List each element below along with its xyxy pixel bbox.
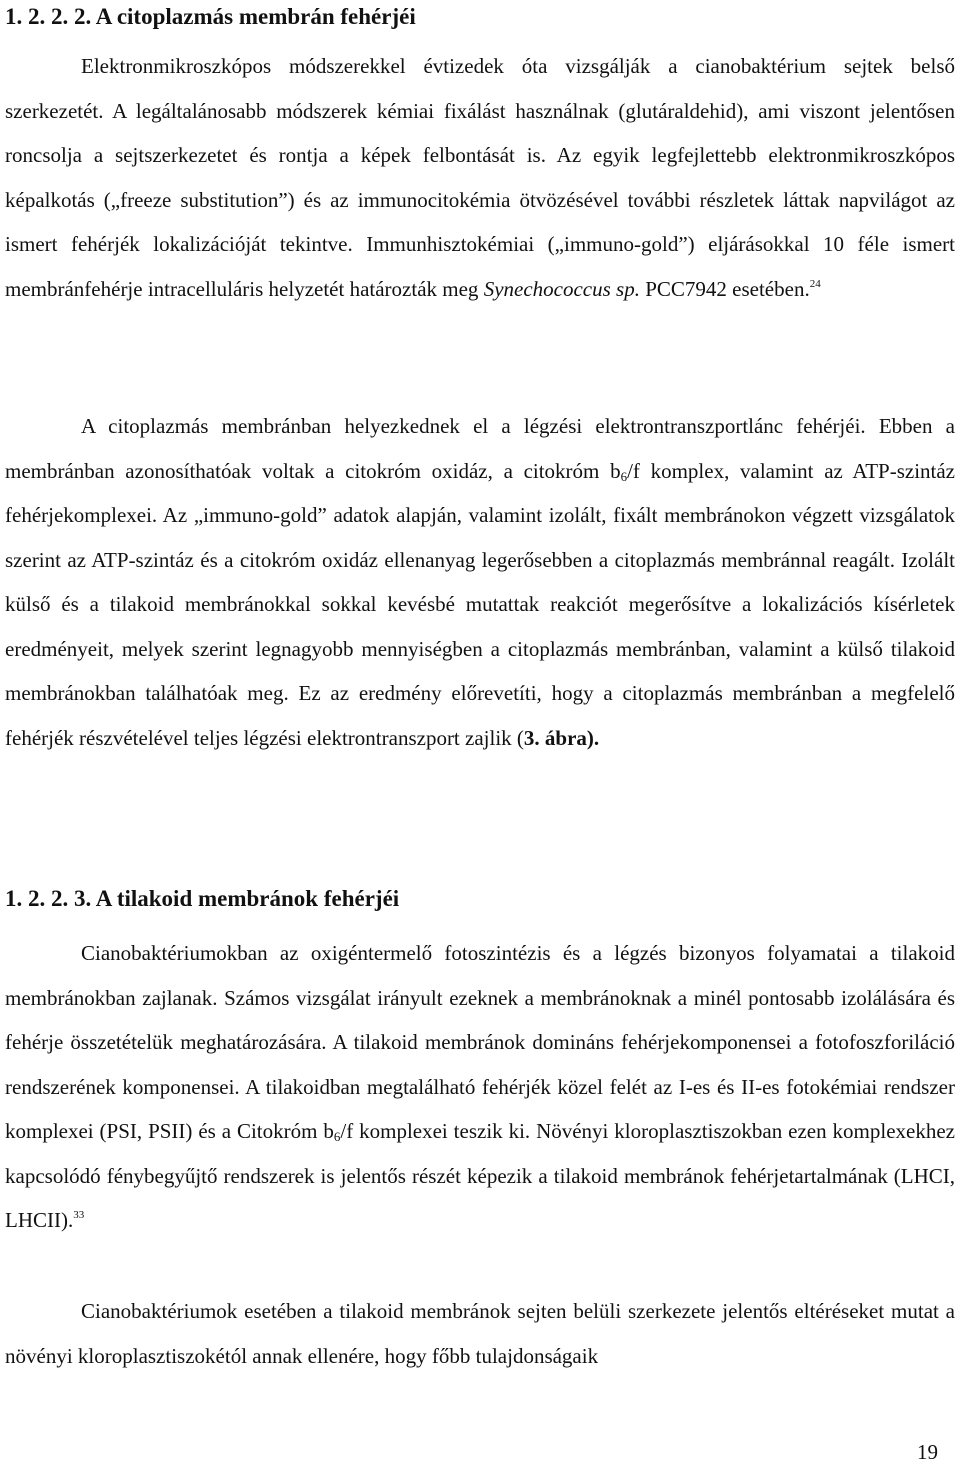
paragraph-1 — [5, 44, 955, 311]
paragraph-3 — [5, 931, 955, 1243]
paragraph-1-text-end: PCC7942 esetében. — [639, 276, 810, 301]
paragraph-3-text: Cianobaktériumokban az oxigéntermelő fotoszintézis és a légzés bizonyos folyamatai a tilakoid membránokban zajlanak. Számos vizsgálat irányult ezeknek a membránoknak a minél pontosabb izolálására és fehérje összetételük meghatározására. A tilakoid membránok domináns fehérjekomponensei a fotofoszforiláció rendszerének komponensei. A tilakoidban megtalálható fehérjék közel felét az I-es és II-es fotokémiai rendszer komplexei (PSI, PSII) és a Citokróm b — [5, 941, 955, 1143]
paragraph-3-text-cont: /f komplexei teszik ki. Növényi kloroplasztiszokban ezen komplexekhez kapcsolódó fénybegyűjtő rendszerek is jelentős részét képezik a tilakoid membránok fehérjetartalmának (LHCI, LHCII). — [5, 1119, 955, 1232]
paragraph-2 — [5, 404, 955, 760]
paragraph-2-text-cont: /f komplex, valamint az ATP-szintáz fehérjekomplexei. Az „immuno-gold” adatok alapján, valamint izolált, fixált membránokon végzett vizsgálatok szerint az ATP-szintáz és a citokróm oxidáz ellenanyag legerősebben a citoplazmás membránnal reagált. Izolált külső és a tilakoid membránokkal sokkal kevésbé mutattak reakciót megerősítve a lokalizációs kísérletek eredményeit, melyek szerint legnagyobb mennyiségben a citoplazmás membránban, valamint a külső tilakoid membránokban találhatóak meg. Ez az eredmény előrevetíti, hogy a citoplazmás membránban a megfelelő fehérjék részvételével teljes légzési elektrontranszport zajlik ( — [5, 458, 955, 750]
subscript-6: 6 — [333, 1129, 341, 1144]
section-heading-tilakoid: 1. 2. 2. 3. A tilakoid membránok fehérjéi — [5, 886, 400, 911]
page-number: 19 — [917, 1440, 938, 1464]
species-name: Synechococcus sp. — [483, 276, 640, 301]
paragraph-2-text: A citoplazmás membránban helyezkednek el a légzési elektrontranszportlánc fehérjéi. Ebben a membránban azonosíthatóak voltak a citokróm oxidáz, a citokróm b — [5, 414, 955, 483]
reference-24: 24 — [809, 277, 821, 290]
section-heading-citoplazmas: 1. 2. 2. 2. A citoplazmás membrán fehérjéi — [5, 4, 416, 29]
figure-reference: 3. ábra). — [523, 725, 600, 750]
subscript-6: 6 — [620, 468, 628, 484]
reference-33: 33 — [73, 1209, 85, 1221]
paragraph-4: Cianobaktériumok esetében a tilakoid membránok sejten belüli szerkezete jelentős eltéréseket mutat a növényi kloroplasztiszokétól annak ellenére, hogy főbb tulajdonságaik — [5, 1299, 955, 1368]
paragraph-1-text: Elektronmikroszkópos módszerekkel évtizedek óta vizsgálják a cianobaktérium sejtek belső szerkezetét. A legáltalánosabb módszerek kémiai fixálást használnak (glutáraldehid), ami viszont jelentősen roncsolja a sejtszerkezetet és rontja a képek felbontását is. Az egyik legfejlettebb elektronmikroszkópos képalkotás („freeze substitution”) és az immunocitokémia ötvözésével további részletek láttak napvilágot az ismert fehérjék lokalizációját tekintve. Immunhisztokémiai („immuno-gold”) eljárásokkal 10 féle ismert membránfehérje intracelluláris helyzetét határozták meg — [5, 54, 955, 301]
